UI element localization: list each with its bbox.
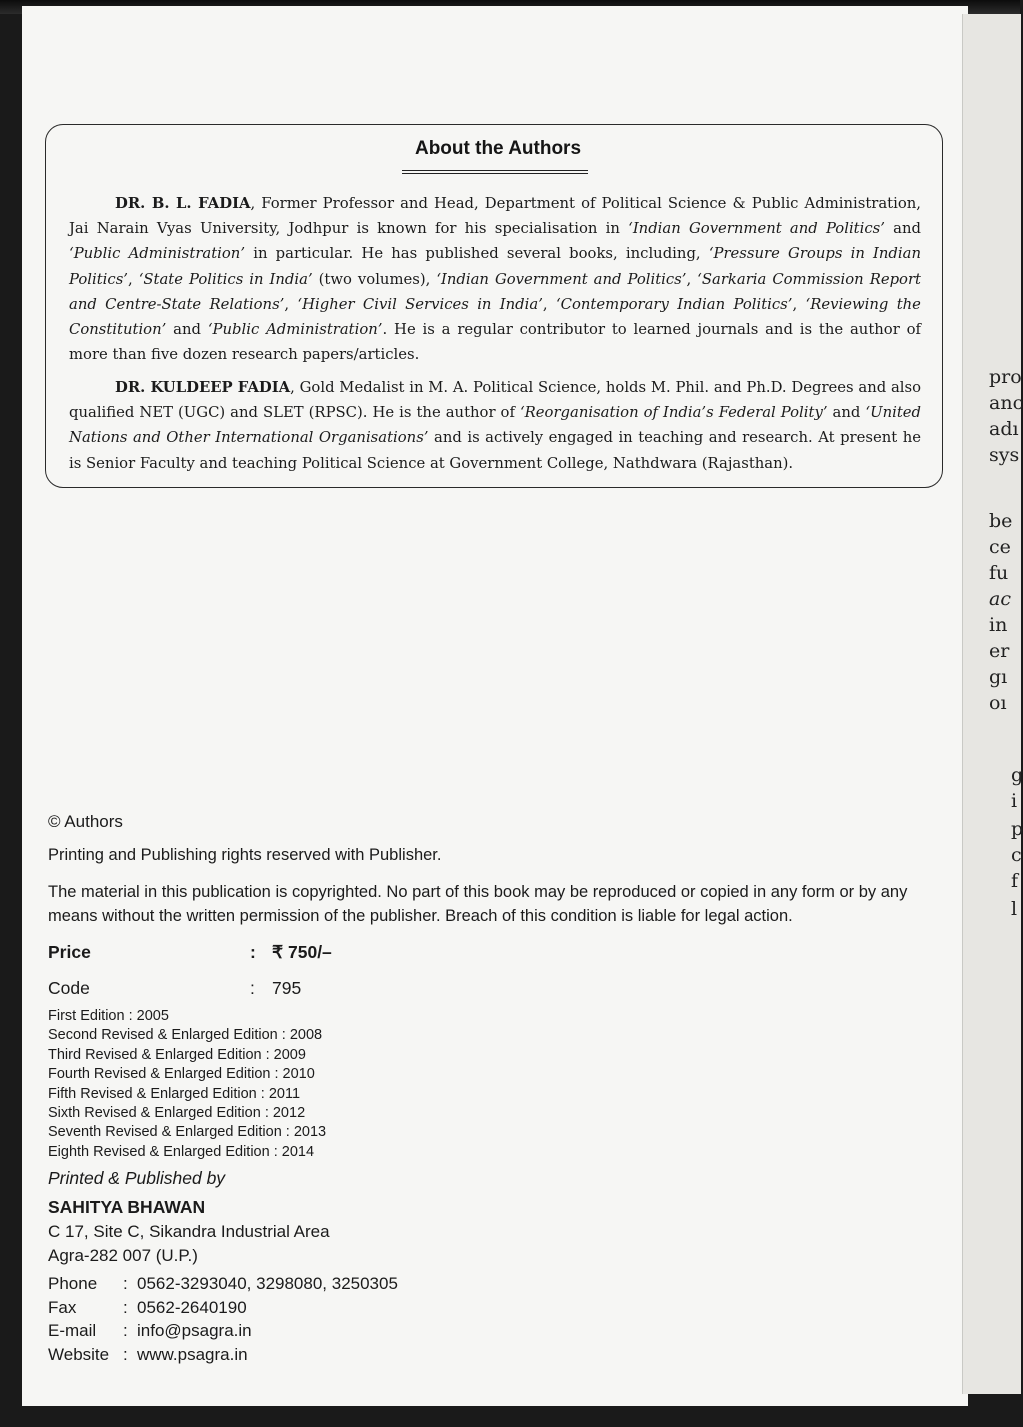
contact-label: Website — [48, 1344, 110, 1364]
adjacent-page-fragment: be — [989, 510, 1013, 532]
book-title: ‘Higher Civil Services in India’ — [297, 295, 543, 313]
bio-text: in particular. He has published several books, including, — [245, 245, 709, 263]
contact-separator: : — [123, 1274, 128, 1293]
address-line: C 17, Site C, Sikandra Industrial Area — [48, 1222, 330, 1241]
author-name: DR. B. L. FADIA — [115, 195, 251, 212]
contact-value: 0562-3293040, 3298080, 3250305 — [137, 1274, 398, 1293]
address-line: Agra-282 007 (U.P.) — [48, 1245, 198, 1265]
contact-website — [48, 1343, 398, 1367]
adjacent-page-fragment: in — [989, 614, 1008, 636]
adjacent-page-fragment: i — [1011, 790, 1018, 812]
bio-text: and — [166, 321, 208, 339]
edition-line: Third Revised & Enlarged Edition : 2009 — [48, 1046, 306, 1063]
copyright-line: © Authors — [48, 812, 123, 831]
book-title: ‘Contemporary Indian Politics’ — [555, 295, 793, 313]
price-label: Price — [48, 942, 91, 962]
code-value: 795 — [272, 978, 302, 998]
contact-fax — [48, 1296, 398, 1320]
contact-phone — [48, 1272, 398, 1296]
adjacent-page-edge — [962, 14, 1021, 1394]
book-title: ‘Reviewing the Constitution’ — [69, 295, 921, 339]
book-title: ‘United Nations and Other International Organisations’ — [69, 404, 922, 447]
author-name: DR. KULDEEP FADIA — [115, 379, 291, 396]
edition-line: Second Revised & Enlarged Edition : 2008 — [48, 1027, 323, 1044]
adjacent-page-fragment: ac — [989, 588, 1011, 610]
contact-label: E-mail — [48, 1321, 97, 1340]
adjacent-page-fragment: er — [989, 640, 1010, 662]
book-title: ‘Sarkaria Commission Report and Centre-State Relations’ — [69, 270, 921, 313]
edition-line: First Edition : 2005 — [48, 1008, 169, 1024]
about-authors-title: About the Authors — [414, 138, 582, 159]
contact-separator: : — [123, 1344, 128, 1364]
bio-text: , Gold Medalist in M. A. Political Science, holds M. Phil. and Ph.D. Degrees and also qualified NET (UGC) and SLET (RPSC). He is the author of — [69, 379, 922, 422]
adjacent-page-fragment: l — [1011, 898, 1018, 920]
bio-text: . He is a regular contributor to learned journals and is the author of more than five dozen research papers/articles. — [69, 321, 921, 364]
adjacent-page-fragment: gı — [989, 666, 1008, 688]
edition-line: Sixth Revised & Enlarged Edition : 2012 — [48, 1105, 306, 1122]
bio-text: , — [284, 295, 298, 313]
bio-text: , — [128, 270, 139, 288]
code-label: Code — [48, 978, 90, 998]
publisher-address — [48, 1220, 330, 1267]
book-title: ‘Public Administration’ — [207, 321, 383, 339]
adjacent-page-fragment: ce — [989, 536, 1011, 558]
book-title: ‘Indian Government and Politics’ — [628, 220, 885, 238]
contact-value: www.psagra.in — [137, 1344, 248, 1364]
printed-published-by: Printed & Published by — [48, 1168, 226, 1188]
legal-notice: The material in this publication is copyrighted. No part of this book may be reproduced or copied in any form or by any means without the written permission of the publisher. Breach of this condition is liable for legal action. — [48, 883, 908, 925]
book-title: ‘Reorganisation of India’s Federal Polity’ — [519, 404, 828, 422]
publisher-name: SAHITYA BHAWAN — [48, 1197, 206, 1217]
bio-text: , — [686, 270, 698, 288]
adjacent-page-fragment: f — [1011, 870, 1019, 892]
publisher-contacts — [48, 1272, 398, 1366]
adjacent-page-fragment: sys — [989, 444, 1020, 466]
adjacent-page-fragment: pro — [989, 366, 1022, 388]
bio-text: , Former Professor and Head, Department of Political Science & Public Administration, Jai Narain Vyas University, Jodhpur is known for his specialisation in — [69, 195, 921, 238]
contact-label: Fax — [48, 1297, 77, 1317]
contact-value: info@psagra.in — [137, 1321, 252, 1340]
adjacent-page-fragment: c — [1011, 844, 1022, 866]
book-title: ‘Pressure Groups in Indian Politics’ — [69, 245, 921, 288]
book-title: ‘Indian Government and Politics’ — [436, 270, 687, 288]
edition-line: Seventh Revised & Enlarged Edition : 2013 — [48, 1124, 327, 1141]
price-separator: : — [250, 942, 256, 962]
adjacent-page-fragment: anc — [989, 392, 1023, 414]
edition-line: Fifth Revised & Enlarged Edition : 2011 — [48, 1085, 301, 1102]
bio-text: , — [792, 295, 806, 313]
bio-text: and — [827, 404, 866, 422]
contact-separator: : — [123, 1321, 128, 1340]
code-separator: : — [250, 978, 255, 998]
bio-text: and is actively engaged in teaching and research. At present he is Senior Faculty and teaching Political Science at Government College, Nathdwara (Rajasthan). — [69, 429, 921, 472]
contact-value: 0562-2640190 — [137, 1297, 247, 1317]
adjacent-page-fragment: fu — [989, 562, 1009, 584]
author-bio-kuldeep-fadia — [69, 375, 921, 476]
price-value: ₹ 750/– — [272, 942, 332, 962]
edition-line: Fourth Revised & Enlarged Edition : 2010 — [48, 1066, 315, 1083]
adjacent-page-fragment: p — [1011, 818, 1023, 840]
bio-text: (two volumes), — [312, 270, 437, 288]
adjacent-page-fragment: oı — [989, 692, 1007, 714]
bio-text: , — [542, 295, 556, 313]
contact-email — [48, 1319, 398, 1343]
edition-history — [48, 1007, 326, 1162]
adjacent-page-fragment: g — [1011, 764, 1023, 786]
book-title: ‘Public Administration’ — [69, 245, 246, 263]
title-underline — [402, 170, 588, 174]
author-bio-bl-fadia — [69, 191, 921, 367]
contact-label: Phone — [48, 1274, 98, 1293]
adjacent-page-fragment: adı — [989, 418, 1019, 440]
contact-separator: : — [123, 1297, 128, 1317]
rights-statement: Printing and Publishing rights reserved with Publisher. — [48, 846, 442, 864]
book-title: ‘State Politics in India’ — [138, 270, 313, 288]
bio-text: and — [884, 220, 922, 238]
edition-line: Eighth Revised & Enlarged Edition : 2014 — [48, 1143, 315, 1160]
